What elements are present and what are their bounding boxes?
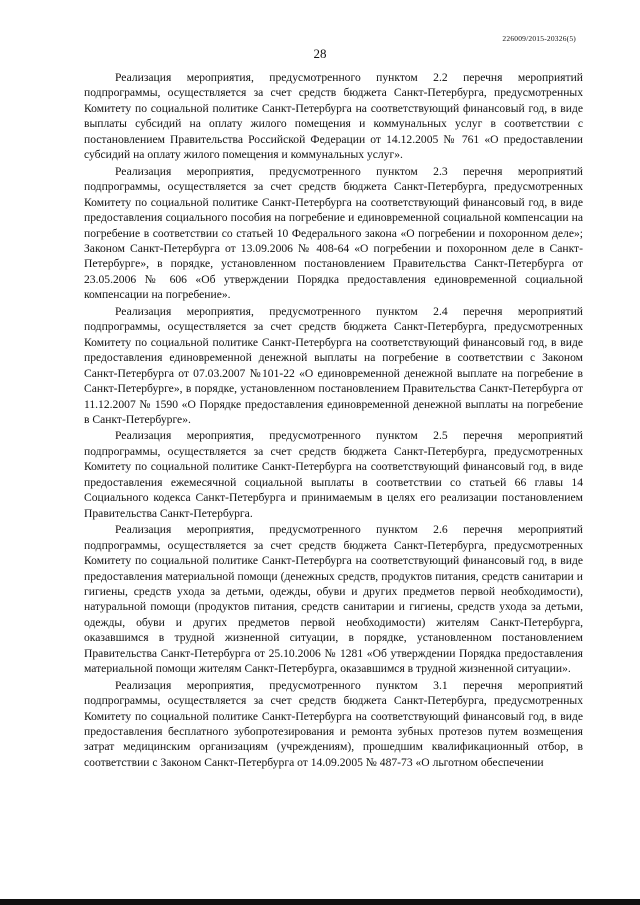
paragraph-2-2: Реализация мероприятия, предусмотренного пунктом 2.2 перечня мероприятий подпрограммы, осуществляется за счет средств бюджета Санкт-Петербурга, предусмотренных Комитету по социальной политике Санкт-Петербурга на соответствующий финансовый год, в виде выплаты субсидий на оплату жилого помещения и коммунальных услуг в соответствии с постановлением Правительства Российской Федерации от 14.12.2005 № 761 «О предоставлении субсидий на оплату жилого помещения и коммунальных услуг». [84,71,583,162]
scan-bottom-edge [0,899,640,905]
paragraph-2-3: Реализация мероприятия, предусмотренного пунктом 2.3 перечня мероприятий подпрограммы, осуществляется за счет средств бюджета Санкт-Петербурга, предусмотренных Комитету по социальной политике Санкт-Петербурга на соответствующий финансовый год, в виде предоставления социального пособия на погребение и единовременной социальной компенсации на погребение в соответствии со статьей 10 Федерального закона «О погребении и похоронном деле»; Законом Санкт-Петербурга от 13.09.2006 № 408-64 «О погребении и похоронном деле в Санкт-Петербурге», в порядке, установленном постановлением Правительства Санкт-Петербурга от 23.05.2006 № 606 «Об утверждении Порядка предоставления единовременной социальной компенсации на погребение». [84,164,583,302]
paragraph-2-4: Реализация мероприятия, предусмотренного пунктом 2.4 перечня мероприятий подпрограммы, осуществляется за счет средств бюджета Санкт-Петербурга, предусмотренных Комитету по социальной политике Санкт-Петербурга на соответствующий финансовый год, в виде предоставления единовременной денежной выплаты на погребение в соответствии с Законом Санкт-Петербурга от 07.03.2007 №101-22 «О единовременной денежной выплате на погребение в Санкт-Петербурге», в порядке, установленном постановлением Правительства Санкт-Петербурга от 11.12.2007 № 1590 «О Порядке предоставления единовременной денежной выплаты на погребение в Санкт-Петербурге». [84,304,583,426]
paragraph-2-6: Реализация мероприятия, предусмотренного пунктом 2.6 перечня мероприятий подпрограммы, осуществляется за счет средств бюджета Санкт-Петербурга, предусмотренных Комитету по социальной политике Санкт-Петербурга на соответствующий финансовый год, в виде предоставления материальной помощи (денежных средств, продуктов питания, средств санитарии и гигиены, средств ухода за детьми, одежды, обуви и других предметов первой необходимости), натуральной помощи (продуктов питания, средств санитарии и гигиены, средств ухода за детьми, одежды, обуви и других предметов первой необходимости) жителям Санкт-Петербурга, оказавшимся в трудной жизненной ситуации, в порядке, установленном постановлением Правительства Санкт-Петербурга от 25.10.2006 № 1281 «Об утверждении Порядка предоставления материальной помощи жителям Санкт-Петербурга, оказавшимся в трудной жизненной ситуации». [84,523,583,676]
paragraph-3-1: Реализация мероприятия, предусмотренного пунктом 3.1 перечня мероприятий подпрограммы, осуществляется за счет средств бюджета Санкт-Петербурга, предусмотренных Комитету по социальной политике Санкт-Петербурга на соответствующий финансовый год, в виде предоставления бесплатного зубопротезирования и ремонта зубных протезов путем возмещения затрат медицинским организациям (учреждениям), прошедшим квалификационный отбор, в соответствии с Законом Санкт-Петербурга от 14.09.2005 № 487-73 «О льготном обеспечении [84,678,583,769]
paragraph-2-5: Реализация мероприятия, предусмотренного пунктом 2.5 перечня мероприятий подпрограммы, осуществляется за счет средств бюджета Санкт-Петербурга, предусмотренных Комитету по социальной политике Санкт-Петербурга на соответствующий финансовый год, в виде предоставления ежемесячной социальной выплаты в соответствии со статьей 66 главы 14 Социального кодекса Санкт-Петербурга и принимаемым в целях его реализации постановлением Правительства Санкт-Петербурга. [84,429,583,520]
page-number: 28 [313,46,327,61]
document-id: 226009/2015-20326(5) [502,34,576,43]
document-body [84,70,583,771]
